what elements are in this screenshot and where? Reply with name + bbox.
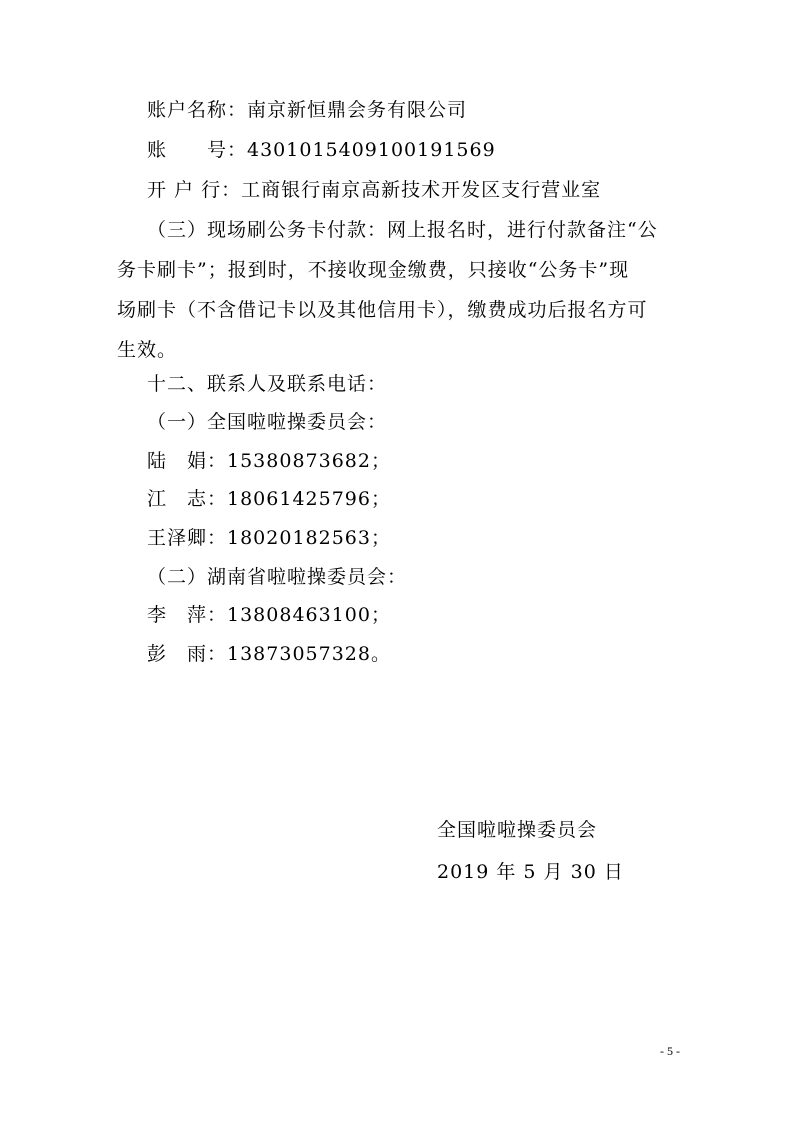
page-number: - 5 - xyxy=(660,1044,680,1058)
org2-heading: （二）湖南省啦啦操委员会： xyxy=(147,566,408,588)
payment-note-line: （三）现场刷公务卡付款：网上报名时，进行付款备注“公 xyxy=(147,219,658,241)
account-number-line: 账 号：4301015409100191569 xyxy=(147,139,496,161)
payment-note-line: 场刷卡（不含借记卡以及其他信用卡），缴费成功后报名方可 xyxy=(117,299,648,321)
contact-line: 王泽卿：18020182563； xyxy=(147,527,391,549)
contact-line: 彭 雨：13873057328。 xyxy=(147,643,391,665)
bank-line: 开 户 行：工商银行南京高新技术开发区支行营业室 xyxy=(147,179,602,201)
contact-line: 李 萍：13808463100； xyxy=(147,604,391,626)
account-name-line: 账户名称：南京新恒鼎会务有限公司 xyxy=(147,99,468,121)
org1-heading: （一）全国啦啦操委员会： xyxy=(147,411,388,433)
signature-org: 全国啦啦操委员会 xyxy=(437,819,598,841)
payment-note-line: 务卡刷卡”；报到时，不接收现金缴费，只接收“公务卡”现 xyxy=(117,259,630,281)
payment-note-line: 生效。 xyxy=(117,339,178,361)
contact-line: 江 志：18061425796； xyxy=(147,488,391,510)
contact-line: 陆 娟：15380873682； xyxy=(147,450,391,472)
contacts-heading: 十二、联系人及联系电话： xyxy=(147,373,388,395)
payment-note-paragraph xyxy=(117,210,687,370)
signature-date: 2019 年 5 月 30 日 xyxy=(437,861,624,883)
